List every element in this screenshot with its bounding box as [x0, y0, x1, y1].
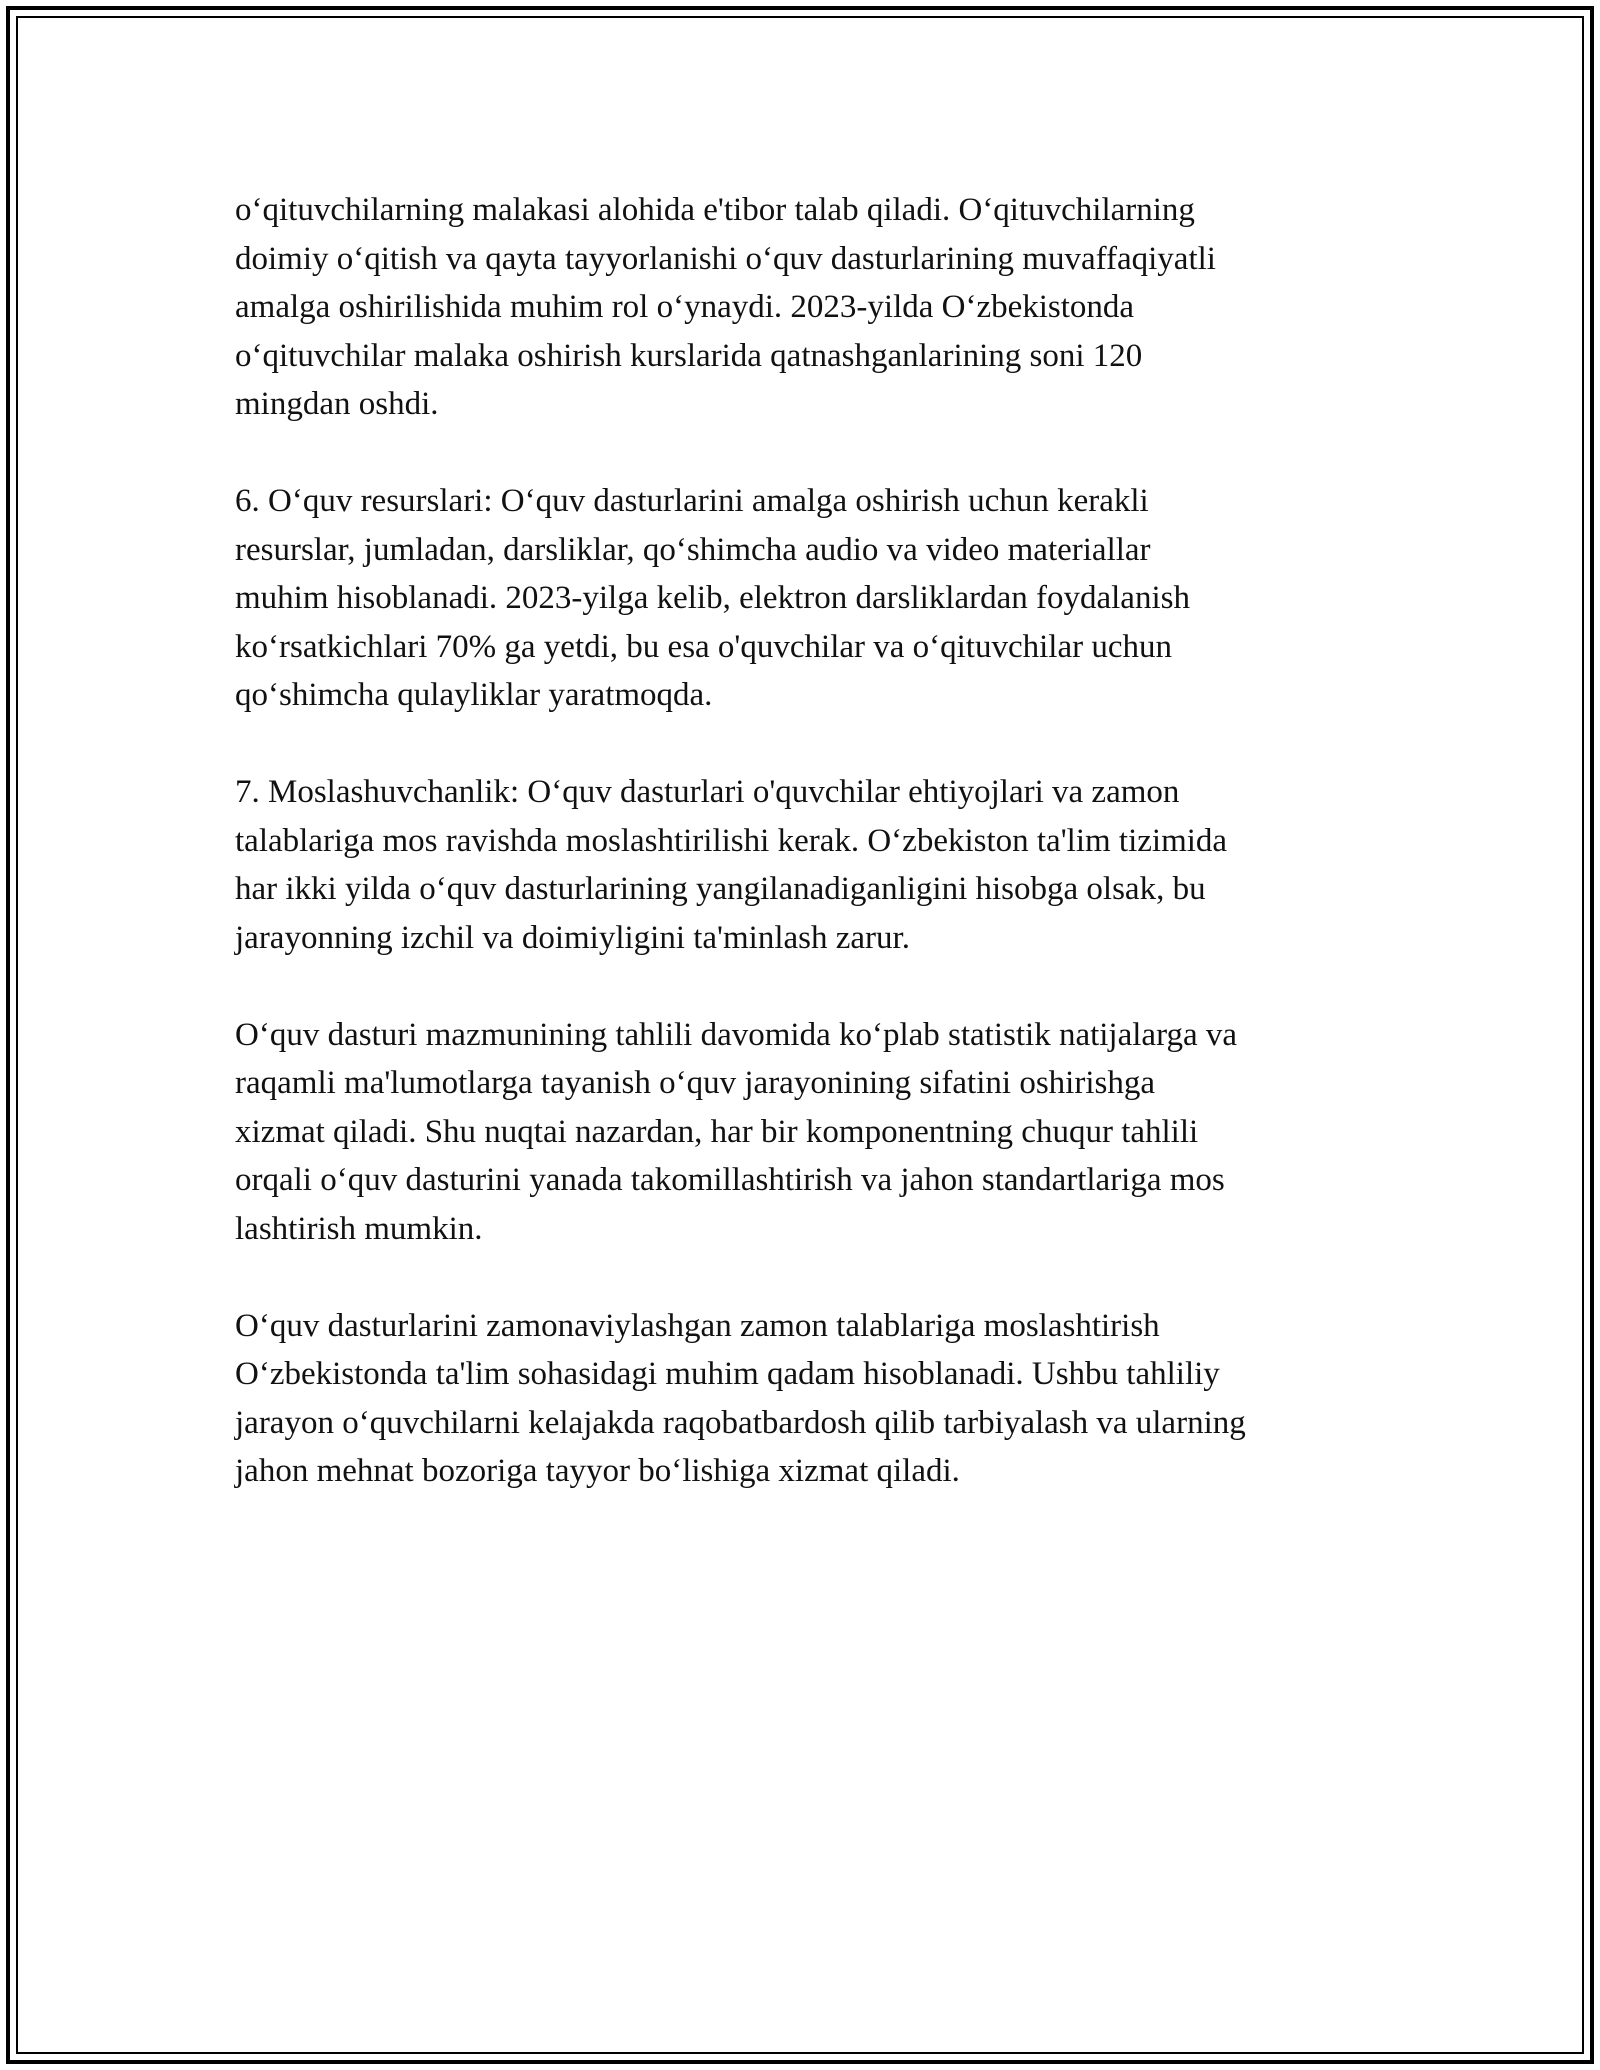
document-body	[235, 186, 1375, 1544]
paragraph-learning-resources: 6. O‘quv resurslari: O‘quv dasturlarini amalga oshirish uchun kerakli resurslar, jumladan, darsliklar, qo‘shimcha audio va video materiallar muhim hisoblanadi. 2023-yilga kelib, elektron darsliklardan foydalanish ko‘rsatkichlari 70% ga yetdi, bu esa o'quvchilar va o‘qituvchilar uchun qo‘shimcha qulayliklar yaratmoqda.	[235, 483, 1190, 713]
paragraph-conclusion: O‘quv dasturlarini zamonaviylashgan zamon talablariga moslashtirish O‘zbekistonda ta'lim sohasidagi muhim qadam hisoblanadi. Ushbu tahliliy jarayon o‘quvchilarni kelajakda raqobatbardosh qilib tarbiyalash va ularning jahon mehnat bozoriga tayyor bo‘lishiga xizmat qiladi.	[235, 1307, 1246, 1489]
paragraph-flexibility: 7. Moslashuvchanlik: O‘quv dasturlari o'quvchilar ehtiyojlari va zamon talablariga mos ravishda moslashtirilishi kerak. O‘zbekiston ta'lim tizimida har ikki yilda o‘quv dasturlarining yangilanadiganligini hisobga olsak, bu jarayonning izchil va doimiyligini ta'minlash zarur.	[235, 774, 1228, 956]
paragraph-content-analysis: O‘quv dasturi mazmunining tahlili davomida ko‘plab statistik natijalarga va raqamli ma'lumotlarga tayanish o‘quv jarayonining sifatini oshirishga xizmat qiladi. Shu nuqtai nazardan, har bir komponentning chuqur tahlili orqali o‘quv dasturini yanada takomillashtirish va jahon standartlariga mos lashtirish mumkin.	[235, 1016, 1238, 1247]
paragraph-teacher-qualification: o‘qituvchilarning malakasi alohida e'tibor talab qiladi. O‘qituvchilarning doimiy o‘qitish va qayta tayyorlanishi o‘quv dasturlarining muvaffaqiyatli amalga oshirilishida muhim rol o‘ynaydi. 2023-yilda O‘zbekistonda o‘qituvchilar malaka oshirish kurslarida qatnashganlarining soni 120 mingdan oshdi.	[235, 192, 1216, 422]
